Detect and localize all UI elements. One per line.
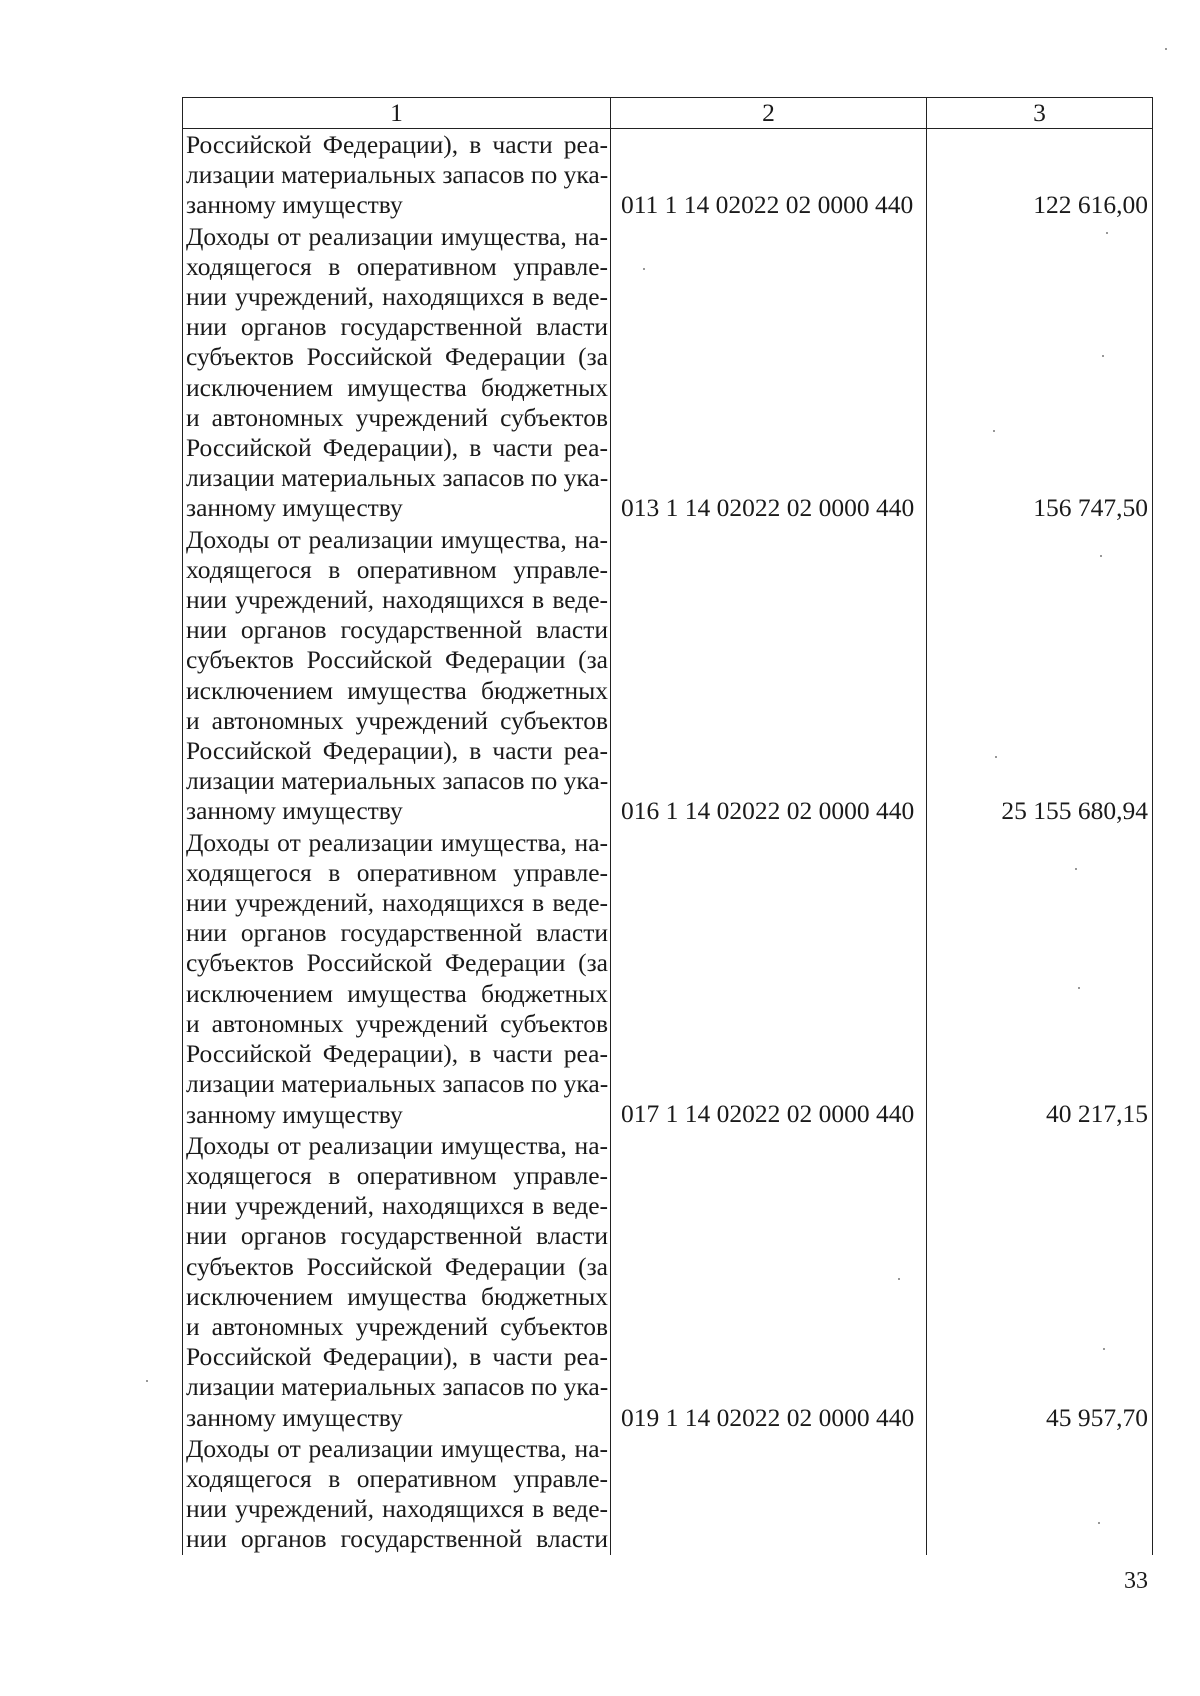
header-col-2: 2 [611, 98, 927, 129]
table-row [183, 1130, 1153, 1433]
description-line: и автономных учреждений субъектов [186, 1008, 608, 1038]
description-line: нии органов государственной власти [186, 1524, 608, 1554]
description-line: лизации материальных запасов по ука- [186, 1372, 609, 1402]
amount-cell [927, 221, 1153, 524]
revenue-table [182, 97, 1153, 1555]
code-cell [611, 221, 927, 524]
description-line: нии органов государственной власти [186, 1221, 608, 1251]
table-row [183, 524, 1153, 827]
table-row [183, 129, 1153, 221]
description-cell [183, 129, 611, 221]
description-cell [183, 1433, 611, 1555]
table-row [183, 221, 1153, 524]
amount-cell [927, 1130, 1153, 1433]
description-line: нии учреждений, находящихся в веде- [186, 1494, 608, 1524]
scan-speck [643, 268, 645, 270]
description-cell [183, 221, 611, 524]
code-cell [611, 129, 927, 221]
description-line: лизации материальных запасов по ука- [186, 766, 609, 796]
description-line: лизации материальных запасов по ука- [186, 1069, 609, 1099]
description-line: субъектов Российской Федерации (за [186, 948, 608, 978]
scan-speck [146, 1380, 148, 1382]
revenue-table-frame [182, 97, 1152, 1567]
amount-cell [927, 1433, 1153, 1555]
page-number: 33 [1124, 1568, 1148, 1594]
code-cell [611, 1433, 927, 1555]
description-line: Российской Федерации), в части реа- [186, 1342, 608, 1372]
amount-value: 45 957,70 [1046, 1402, 1148, 1432]
amount-cell [927, 129, 1153, 221]
description-line: лизации материальных запасов по ука- [186, 160, 609, 190]
amount-value: 40 217,15 [1046, 1099, 1148, 1129]
description-line: субъектов Российской Федерации (за [186, 645, 608, 675]
description-line: нии учреждений, находящихся в веде- [186, 1191, 608, 1221]
header-row [183, 98, 1153, 129]
description-line: и автономных учреждений субъектов [186, 1311, 608, 1341]
description-cell [183, 827, 611, 1130]
scan-speck [898, 1278, 900, 1280]
amount-value: 25 155 680,94 [1001, 796, 1148, 826]
scan-speck [1075, 868, 1077, 870]
budget-code: 016 1 14 02022 02 0000 440 [621, 796, 915, 826]
budget-code: 013 1 14 02022 02 0000 440 [621, 493, 915, 523]
description-line: нии учреждений, находящихся в веде- [186, 888, 608, 918]
scan-speck [995, 756, 997, 758]
scan-speck [1106, 232, 1108, 234]
budget-code: 017 1 14 02022 02 0000 440 [621, 1099, 915, 1129]
description-line: Российской Федерации), в части реа- [186, 130, 608, 159]
scan-speck [1165, 48, 1167, 50]
description-line: Российской Федерации), в части реа- [186, 736, 608, 766]
description-line: Доходы от реализации имущества, на- [186, 221, 608, 251]
description-line: занному имуществу [186, 1402, 403, 1432]
scan-speck [1098, 1522, 1100, 1524]
amount-value: 122 616,00 [1033, 190, 1148, 220]
description-line: исключением имущества бюджетных [186, 978, 608, 1008]
amount-cell [927, 524, 1153, 827]
description-line: и автономных учреждений субъектов [186, 705, 608, 735]
description-line: ходящегося в оперативном управле- [186, 554, 608, 584]
description-line: занному имуществу [186, 796, 403, 826]
budget-code: 011 1 14 02022 02 0000 440 [621, 190, 914, 220]
amount-cell [927, 827, 1153, 1130]
scan-speck [1103, 1348, 1105, 1350]
description-line: и автономных учреждений субъектов [186, 402, 608, 432]
description-line: Доходы от реализации имущества, на- [186, 1130, 608, 1160]
header-col-3: 3 [927, 98, 1153, 129]
description-line: Российской Федерации), в части реа- [186, 433, 608, 463]
budget-code: 019 1 14 02022 02 0000 440 [621, 1402, 915, 1432]
description-line: исключением имущества бюджетных [186, 675, 608, 705]
header-col-1: 1 [183, 98, 611, 129]
description-line: ходящегося в оперативном управле- [186, 857, 608, 887]
code-cell [611, 827, 927, 1130]
table-body [183, 129, 1153, 1555]
description-line: нии органов государственной власти [186, 918, 608, 948]
description-line: нии учреждений, находящихся в веде- [186, 282, 608, 312]
description-line: ходящегося в оперативном управле- [186, 1463, 608, 1493]
table-row [183, 827, 1153, 1130]
description-line: лизации материальных запасов по ука- [186, 463, 609, 493]
description-line: Доходы от реализации имущества, на- [186, 524, 608, 554]
description-line: субъектов Российской Федерации (за [186, 342, 608, 372]
scan-speck [1100, 555, 1102, 557]
amount-value: 156 747,50 [1033, 493, 1148, 523]
description-line: занному имуществу [186, 493, 403, 523]
scan-speck [993, 430, 995, 432]
description-cell [183, 1130, 611, 1433]
description-line: занному имуществу [186, 190, 403, 220]
description-line: субъектов Российской Федерации (за [186, 1251, 608, 1281]
description-line: Российской Федерации), в части реа- [186, 1039, 608, 1069]
description-line: ходящегося в оперативном управле- [186, 1160, 608, 1190]
scan-speck [1102, 355, 1104, 357]
table-row-partial [183, 1433, 1153, 1555]
description-line: ходящегося в оперативном управле- [186, 251, 608, 281]
description-line: исключением имущества бюджетных [186, 1281, 608, 1311]
table-header [183, 98, 1153, 129]
description-line: Доходы от реализации имущества, на- [186, 1433, 608, 1463]
description-line: нии органов государственной власти [186, 312, 608, 342]
code-cell [611, 524, 927, 827]
description-line: исключением имущества бюджетных [186, 372, 608, 402]
description-line: нии органов государственной власти [186, 615, 608, 645]
scan-speck [1078, 987, 1080, 989]
description-line: нии учреждений, находящихся в веде- [186, 585, 608, 615]
description-cell [183, 524, 611, 827]
description-line: занному имуществу [186, 1099, 403, 1129]
code-cell [611, 1130, 927, 1433]
description-line: Доходы от реализации имущества, на- [186, 827, 608, 857]
